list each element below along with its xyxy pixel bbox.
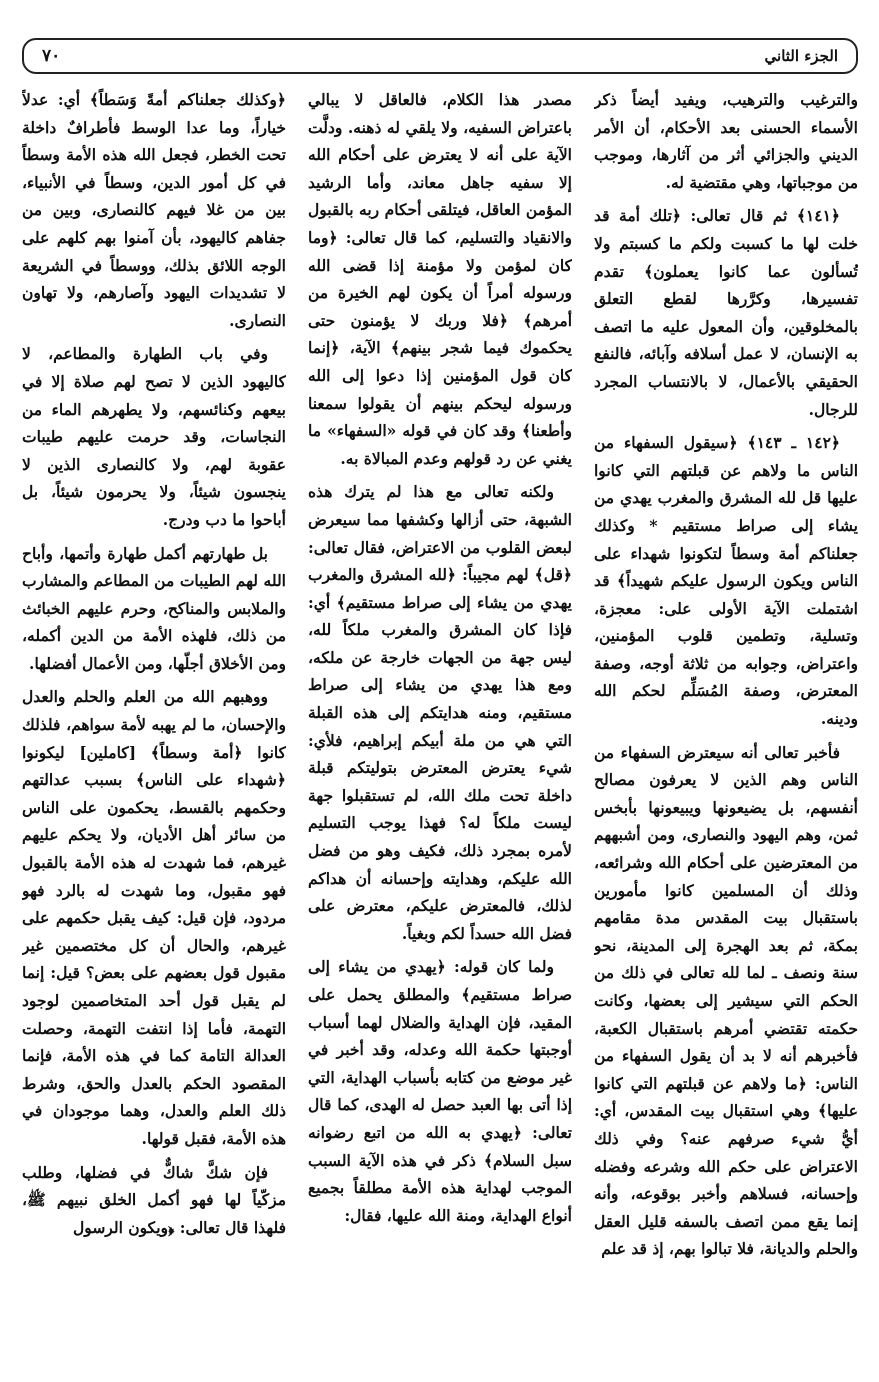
page-number: ٧٠ [42,46,61,66]
paragraph: فأخبر تعالى أنه سيعترض السفهاء من الناس وهم الذين لا يعرفون مصالح أنفسهم، بل يضيعونها ويبيعونها بأبخس ثمن، وهم اليهود والنصارى، ومن أشبههم من المعترضين على أحكام الله وشرائعه، وذلك أن المسلمين كانوا مأمورين باستقبال بيت المقدس مدة مقامهم بمكة، ثم بعد الهجرة إلى المدينة، نحو سنة ونصف ـ لما لله تعالى في ذلك من الحكم التي سيشير إلى بعضها، وكانت حكمته تقتضي أمرهم باستقبال الكعبة، فأخبرهم أنه لا بد أن يقول السفهاء من الناس: ﴿ما ولاهم عن قبلتهم التي كانوا عليها﴾ وهي استقبال بيت المقدس، أي: أيُّ شيء صرفهم عنه؟ وفي ذلك الاعتراض على حكم الله وشرعه وفضله وإحسانه، فسلاهم وأخبر بوقوعه، وأنه إنما يقع ممن اتصف بالسفه قليل العقل والحلم والديانة، فلا تبالوا بهم، إذ قد علم [594,742,858,1259]
paragraph: مصدر هذا الكلام، فالعاقل لا يبالي باعتراض السفيه، ولا يلقي له ذهنه. ودلَّت الآية على أنه لا يعترض على أحكام الله إلا سفيه جاهل معاند، وأما الرشيد المؤمن العاقل، فيتلقى أحكام ربه بالقبول والانقياد والتسليم، كما قال تعالى: ﴿وما كان لمؤمن ولا مؤمنة إذا قضى الله ورسوله أمراً أن يكون لهم الخيرة من أمرهم﴾ ﴿فلا وربك لا يؤمنون حتى يحكموك فيما شجر بينهم﴾ الآية، ﴿إنما كان قول المؤمنين إذا دعوا إلى الله ورسوله ليحكم بينهم أن يقولوا سمعنا وأطعنا﴾ وقد كان في قوله «السفهاء» ما يغني عن رد قولهم وعدم المبالاة به. [308,90,572,468]
paragraph: ﴿١٤٢ ـ ١٤٣﴾ ﴿سيقول السفهاء من الناس ما ولاهم عن قبلتهم التي كانوا عليها قل لله المشرق والمغرب يهدي من يشاء إلى صراط مستقيم * وكذلك جعلناكم أمة وسطاً لتكونوا شهداء على الناس ويكون الرسول عليكم شهيداً﴾ قد اشتملت الآية الأولى على: معجزة، وتسلية، وتطمين قلوب المؤمنين، واعتراض، وجوابه من ثلاثة أوجه، وصفة المعترض، وصفة المُسَلِّم لحكم الله ودينه. [594,433,858,729]
paragraph: فإن شكَّ شاكٌّ في فضلها، وطلب مزكّياً لها فهو أكمل الخلق نبيهم ﷺ، فلهذا قال تعالى: ﴿ويكون الرسول [22,1162,286,1237]
page-header [22,38,858,74]
paragraph: ووهبهم الله من العلم والحلم والعدل والإحسان، ما لم يهبه لأمة سواهم، فلذلك كانوا ﴿أمة وسطاً﴾ [كاملين] ليكونوا ﴿شهداء على الناس﴾ بسبب عدالتهم وحكمهم بالقسط، يحكمون على الناس من سائر أهل الأديان، ولا يحكم عليهم غيرهم، فما شهدت له هذه الأمة بالقبول فهو مقبول، وما شهدت له بالرد فهو مردود، فإن قيل: كيف يقبل حكمهم على غيرهم، والحال أن كل مختصمين غير مقبول قول بعضهم على بعض؟ قيل: إنما لم يقبل قول أحد المتخاصمين لوجود التهمة، فأما إذا انتفت التهمة، وحصلت العدالة التامة كما في هذه الأمة، فإنما المقصود الحكم بالعدل والحق، وشرط ذلك العلم والعدل، وهما موجودان في هذه الأمة، فقبل قولها. [22,687,286,1148]
text-columns [22,86,858,1364]
paragraph: والترغيب والترهيب، ويفيد أيضاً ذكر الأسماء الحسنى بعد الأحكام، أن الأمر الديني والجزائي أثر من آثارها، وموجب من موجباتها، وهي مقتضية له. [594,90,858,192]
paragraph: ولما كان قوله: ﴿يهدي من يشاء إلى صراط مستقيم﴾ والمطلق يحمل على المقيد، فإن الهداية والضلال لهما أسباب أوجبتها حكمة الله وعدله، وقد أخبر في غير موضع من كتابه بأسباب الهداية، التي إذا أتى بها العبد حصل له الهدى، كما قال تعالى: ﴿يهدي به الله من اتبع رضوانه سبل السلام﴾ ذكر في هذه الآية السبب الموجب لهداية هذه الأمة مطلقاً بجميع أنواع الهداية، ومنة الله عليها، فقال: [308,957,572,1225]
page [22,38,858,1368]
paragraph: وفي باب الطهارة والمطاعم، لا كاليهود الذين لا تصح لهم صلاة إلا في بيعهم وكنائسهم، ولا يطهرهم الماء من النجاسات، وقد حرمت عليهم طيبات عقوبة لهم، ولا كالنصارى الذين لا ينجسون شيئاً، ولا يحرمون شيئاً، بل أباحوا ما دب ودرج. [22,344,286,529]
paragraph: بل طهارتهم أكمل طهارة وأتمها، وأباح الله لهم الطيبات من المطاعم والمشارب والملابس والمناكح، وحرم عليهم الخبائث من ذلك، فلهذه الأمة من الدين أكمله، ومن الأخلاق أجلّها، ومن الأعمال أفضلها. [22,543,286,673]
column-middle [308,86,572,1364]
paragraph: ولكنه تعالى مع هذا لم يترك هذه الشبهة، حتى أزالها وكشفها مما سيعرض لبعض القلوب من الاعتراض، فقال تعالى: ﴿قل﴾ لهم مجيباً: ﴿لله المشرق والمغرب يهدي من يشاء إلى صراط مستقيم﴾ أي: فإذا كان المشرق والمغرب ملكاً لله، ليس جهة من الجهات خارجة عن ملكه، ومع هذا يهدي من يشاء إلى صراط مستقيم، ومنه هدايتكم إلى هذه القبلة التي هي من ملة أبيكم إبراهيم، فلأي: شيء يعترض المعترض بتوليتكم قبلة داخلة تحت ملك الله، لم تستقبلوا جهة ليست ملكاً له؟ فهذا يوجب التسليم لأمره بمجرد ذلك، فكيف وهو من فضل الله عليكم، وهدايته وإحسانه أن هداكم لذلك، فالمعترض عليكم، معترض على فضل الله حسداً لكم وبغياً. [308,482,572,943]
column-left [22,86,286,1364]
paragraph: ﴿وكذلك جعلناكم أمةً وَسَطاً﴾ أي: عدلاً خياراً، وما عدا الوسط فأطرافٌ داخلة تحت الخطر، فجعل الله هذه الأمة وسطاً في كل أمور الدين، وسطاً في الأنبياء، بين من غلا فيهم كالنصارى، وبين من جفاهم كاليهود، بأن آمنوا بهم كلهم على الوجه اللائق بذلك، ووسطاً في الشريعة لا تشديدات اليهود وآصارهم، ولا تهاون النصارى. [22,90,286,330]
column-right [594,86,858,1364]
paragraph: ﴿١٤١﴾ ثم قال تعالى: ﴿تلك أمة قد خلت لها ما كسبت ولكم ما كسبتم ولا تُسألون عما كانوا يعملون﴾ تقدم تفسيرها، وكرَّرها لقطع التعلق بالمخلوقين، وأن المعول عليه ما اتصف به الإنسان، لا عمل أسلافه وآبائه، فالنفع الحقيقي بالأعمال، لا بالانتساب المجرد للرجال. [594,206,858,419]
volume-title: الجزء الثاني [764,47,838,65]
